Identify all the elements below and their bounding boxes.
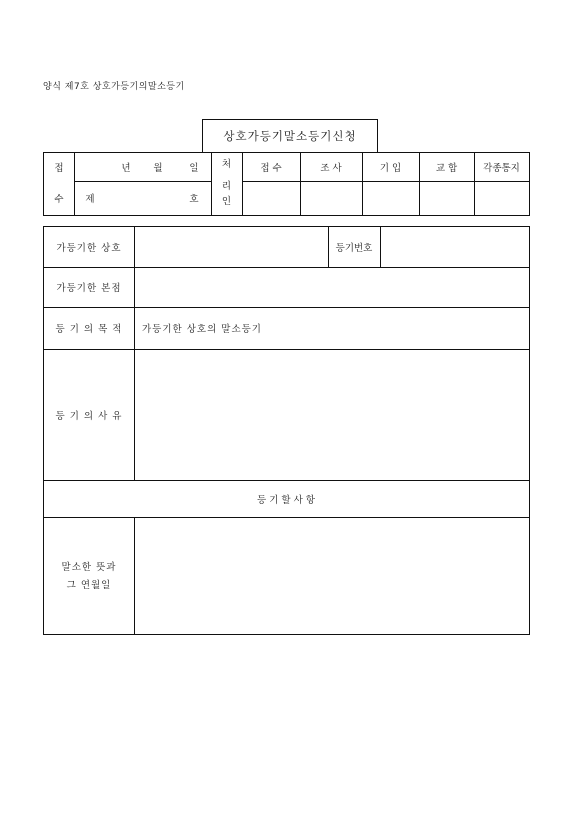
number-suffix: 호 [189,193,199,205]
registration-number-label: 등기번호 [335,243,373,254]
date-year-label: 년 [121,163,131,174]
column-notifications: 각종통지 [483,163,520,174]
registration-number-field[interactable] [381,227,528,267]
provisional-trade-name-field[interactable] [135,227,328,267]
column-reception: 접 수 [260,163,282,174]
reception-label-top: 접 [54,163,64,174]
column-collation: 교 합 [435,163,458,174]
processor-label-char: 처 [221,159,232,170]
column-entry: 기 입 [379,163,402,174]
purpose-value: 가등기한 상호의 말소등기 [142,324,262,335]
application-table [43,226,530,635]
purpose-label: 등 기 의 목 적 [55,324,123,335]
form-title [202,119,378,152]
provisional-head-office-label: 가등기한 본점 [56,283,122,294]
matters-heading: 등 기 할 사 항 [257,494,315,506]
reception-label-bottom: 수 [54,193,64,205]
column-investigation: 조 사 [320,163,342,174]
processor-label-char: 리 [221,181,232,192]
date-month-label: 월 [153,163,163,174]
provisional-head-office-field[interactable] [135,267,528,307]
cancellation-field[interactable] [135,517,528,633]
date-day-label: 일 [189,163,199,174]
processor-label-char: 인 [221,196,232,207]
reason-field[interactable] [135,349,528,480]
divider [242,181,529,182]
cancellation-label [44,517,134,633]
form-title-text: 상호가등기말소등기신청 [223,129,357,143]
form-number-label: 양식 제7호 상호가등기의말소등기 [43,82,185,92]
number-prefix: 제 [85,193,95,205]
divider [74,153,75,215]
cancellation-label-line2: 그 연월일 [66,580,112,591]
receipt-table [43,152,530,216]
reason-label: 등 기 의 사 유 [55,410,123,422]
provisional-trade-name-label: 가등기한 상호 [56,243,122,254]
cancellation-label-line1: 말소한 뜻과 [61,562,117,573]
